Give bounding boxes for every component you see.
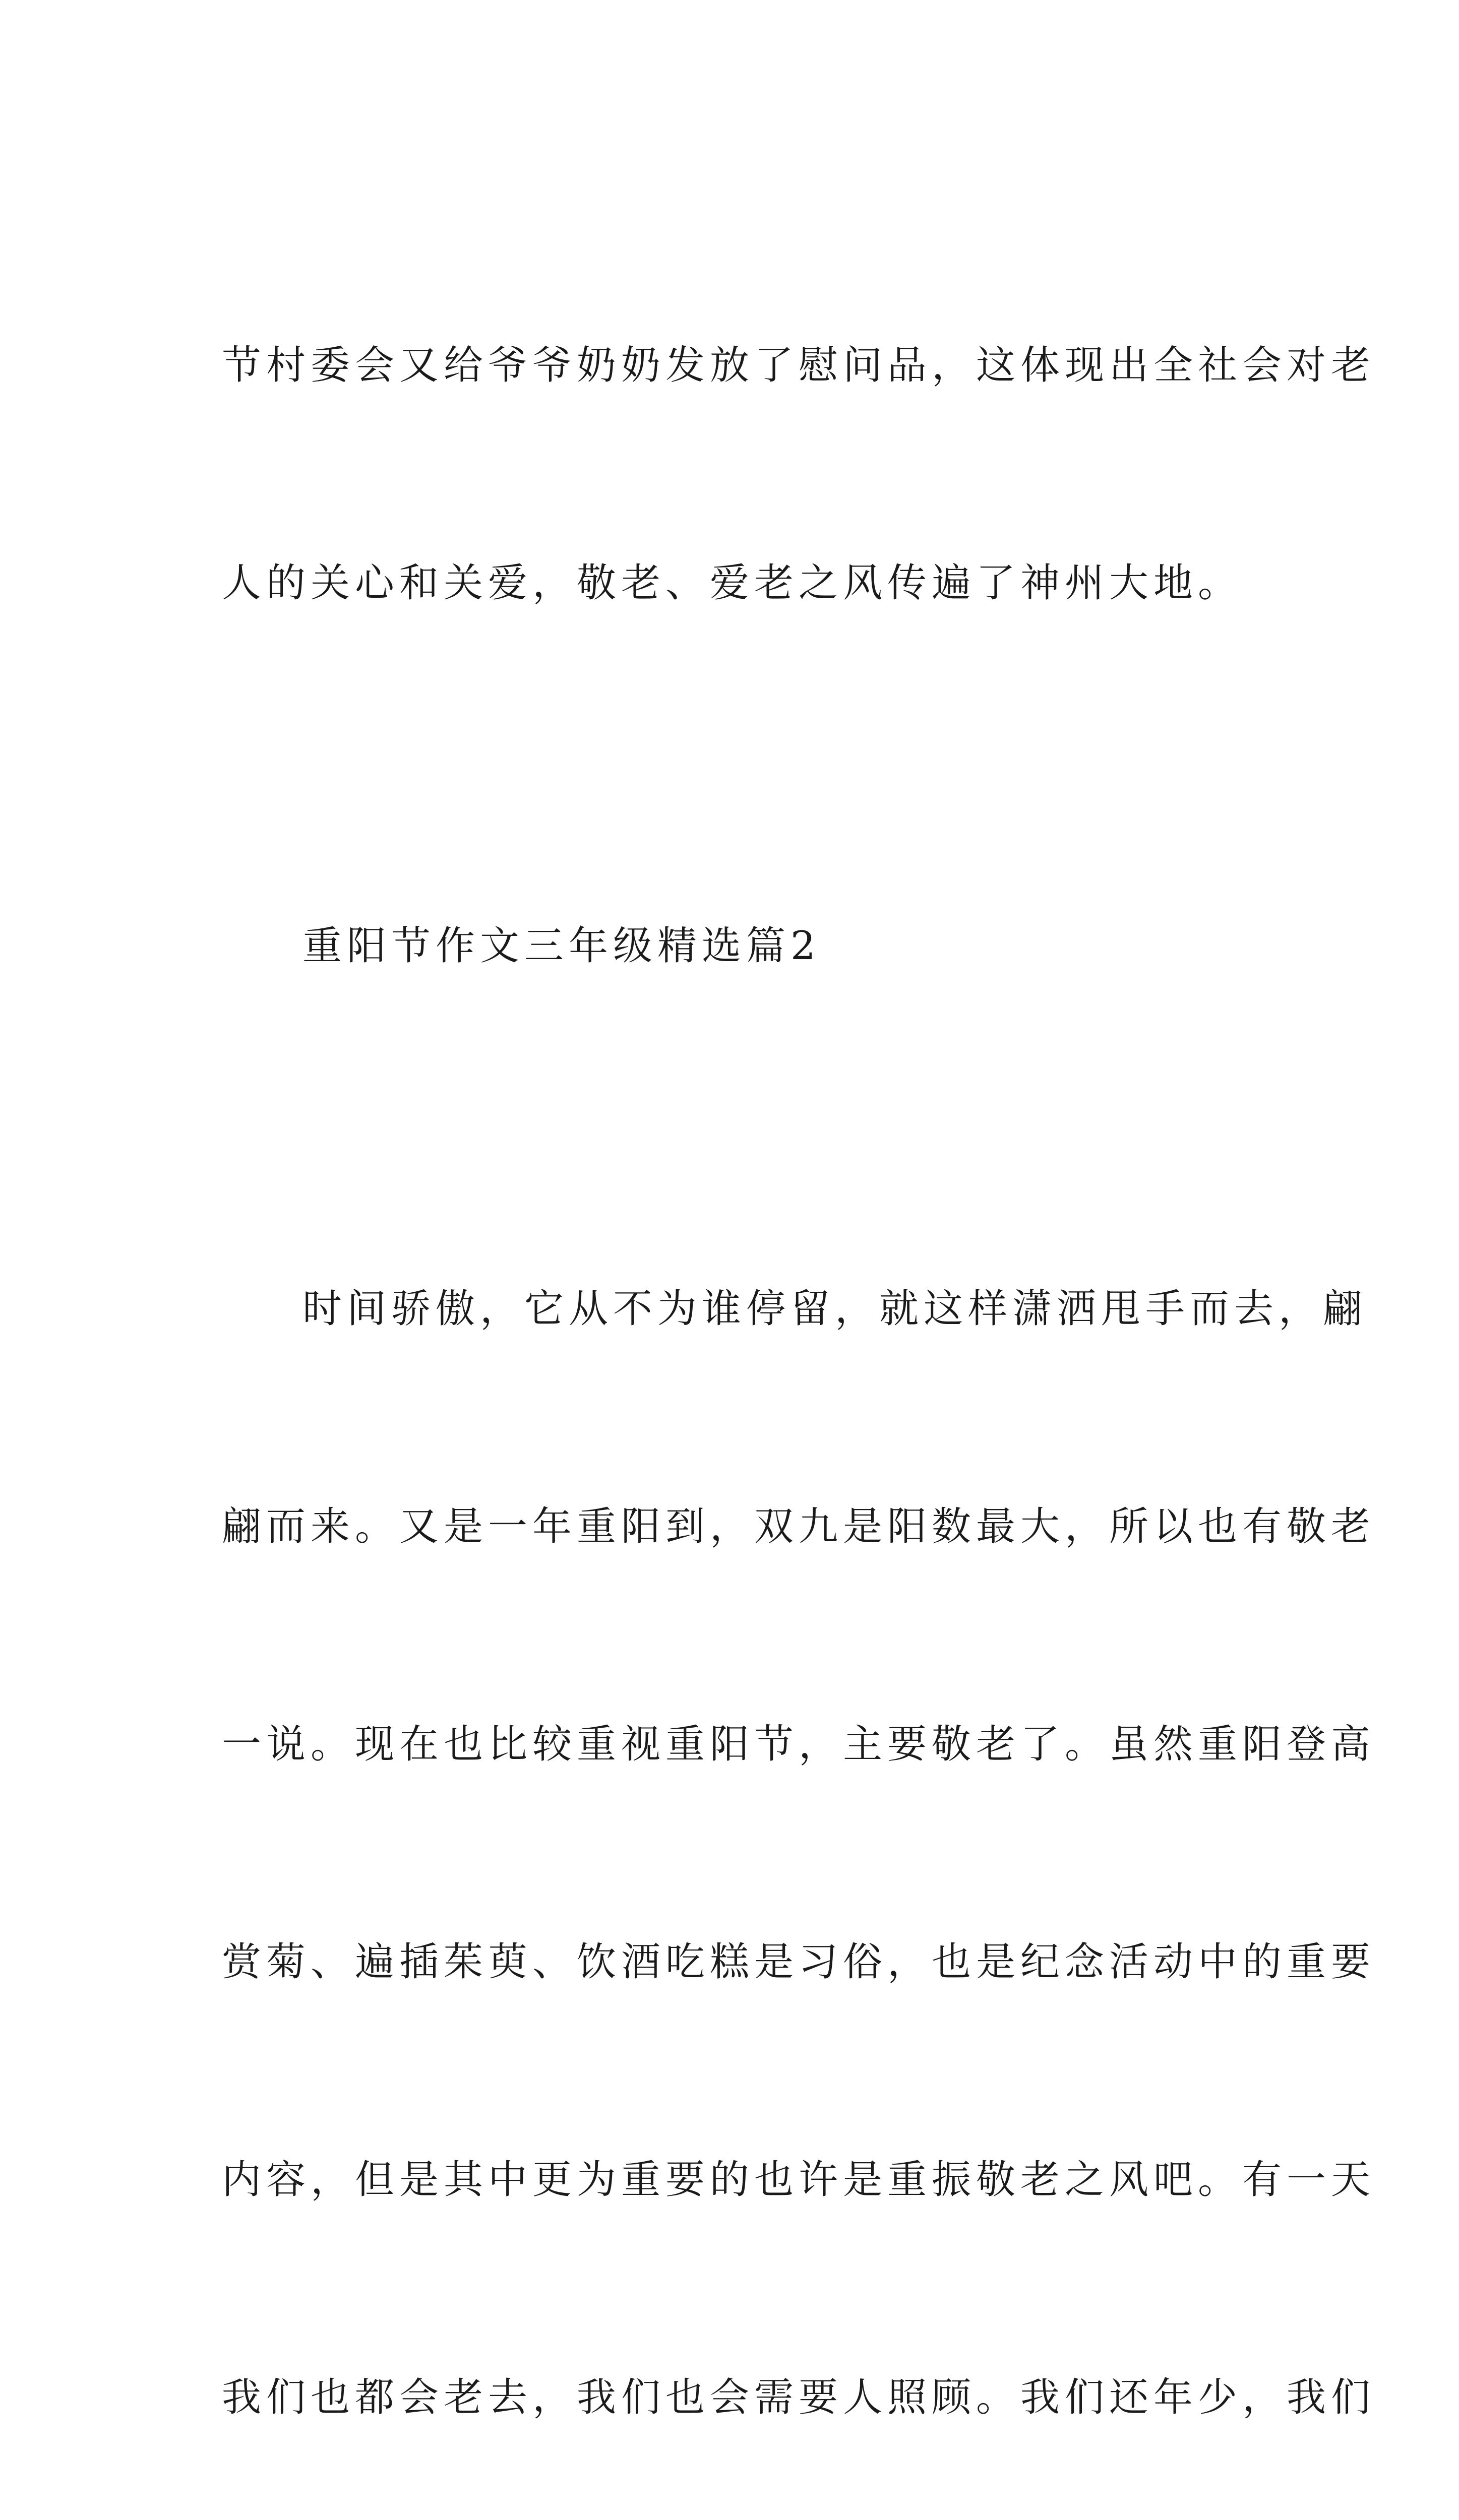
text-line: 一说。现在也比较重视重阳节，主要敬老了。虽然重阳登高 (222, 1722, 1376, 1767)
text-line: 内容，但是其中更为重要的也许是重振敬老之风吧。有一天 (222, 2157, 1376, 2202)
paragraph (222, 1127, 1376, 2520)
document-body (222, 184, 1376, 2520)
paragraph-continuation (222, 184, 1376, 765)
heading-text: 重阳节作文三年级精选篇2 (302, 923, 821, 969)
section-heading (222, 765, 1250, 1127)
text-line: 我们也都会老去，我们也会需要人照顾。我们还年少，我们 (222, 2375, 1376, 2420)
text-line: 人的关心和关爱，敬老、爱老之风传遍了神州大地。 (222, 560, 1243, 606)
text-line: 赏菊、遍插茱萸、饮酒吃糕是习俗，也是纪念活动中的重要 (222, 1939, 1376, 1985)
text-line: 时间骄傲，它从不为谁停留，就这样潇洒甩手而去，翩 (302, 1286, 1368, 1332)
text-line: 翩而来。又是一年重阳到，双九是阳数最大，所以也有敬老 (222, 1504, 1376, 1549)
text-line: 节村委会又给爷爷奶奶发放了慰问品，这体现出全社会对老 (222, 343, 1376, 388)
